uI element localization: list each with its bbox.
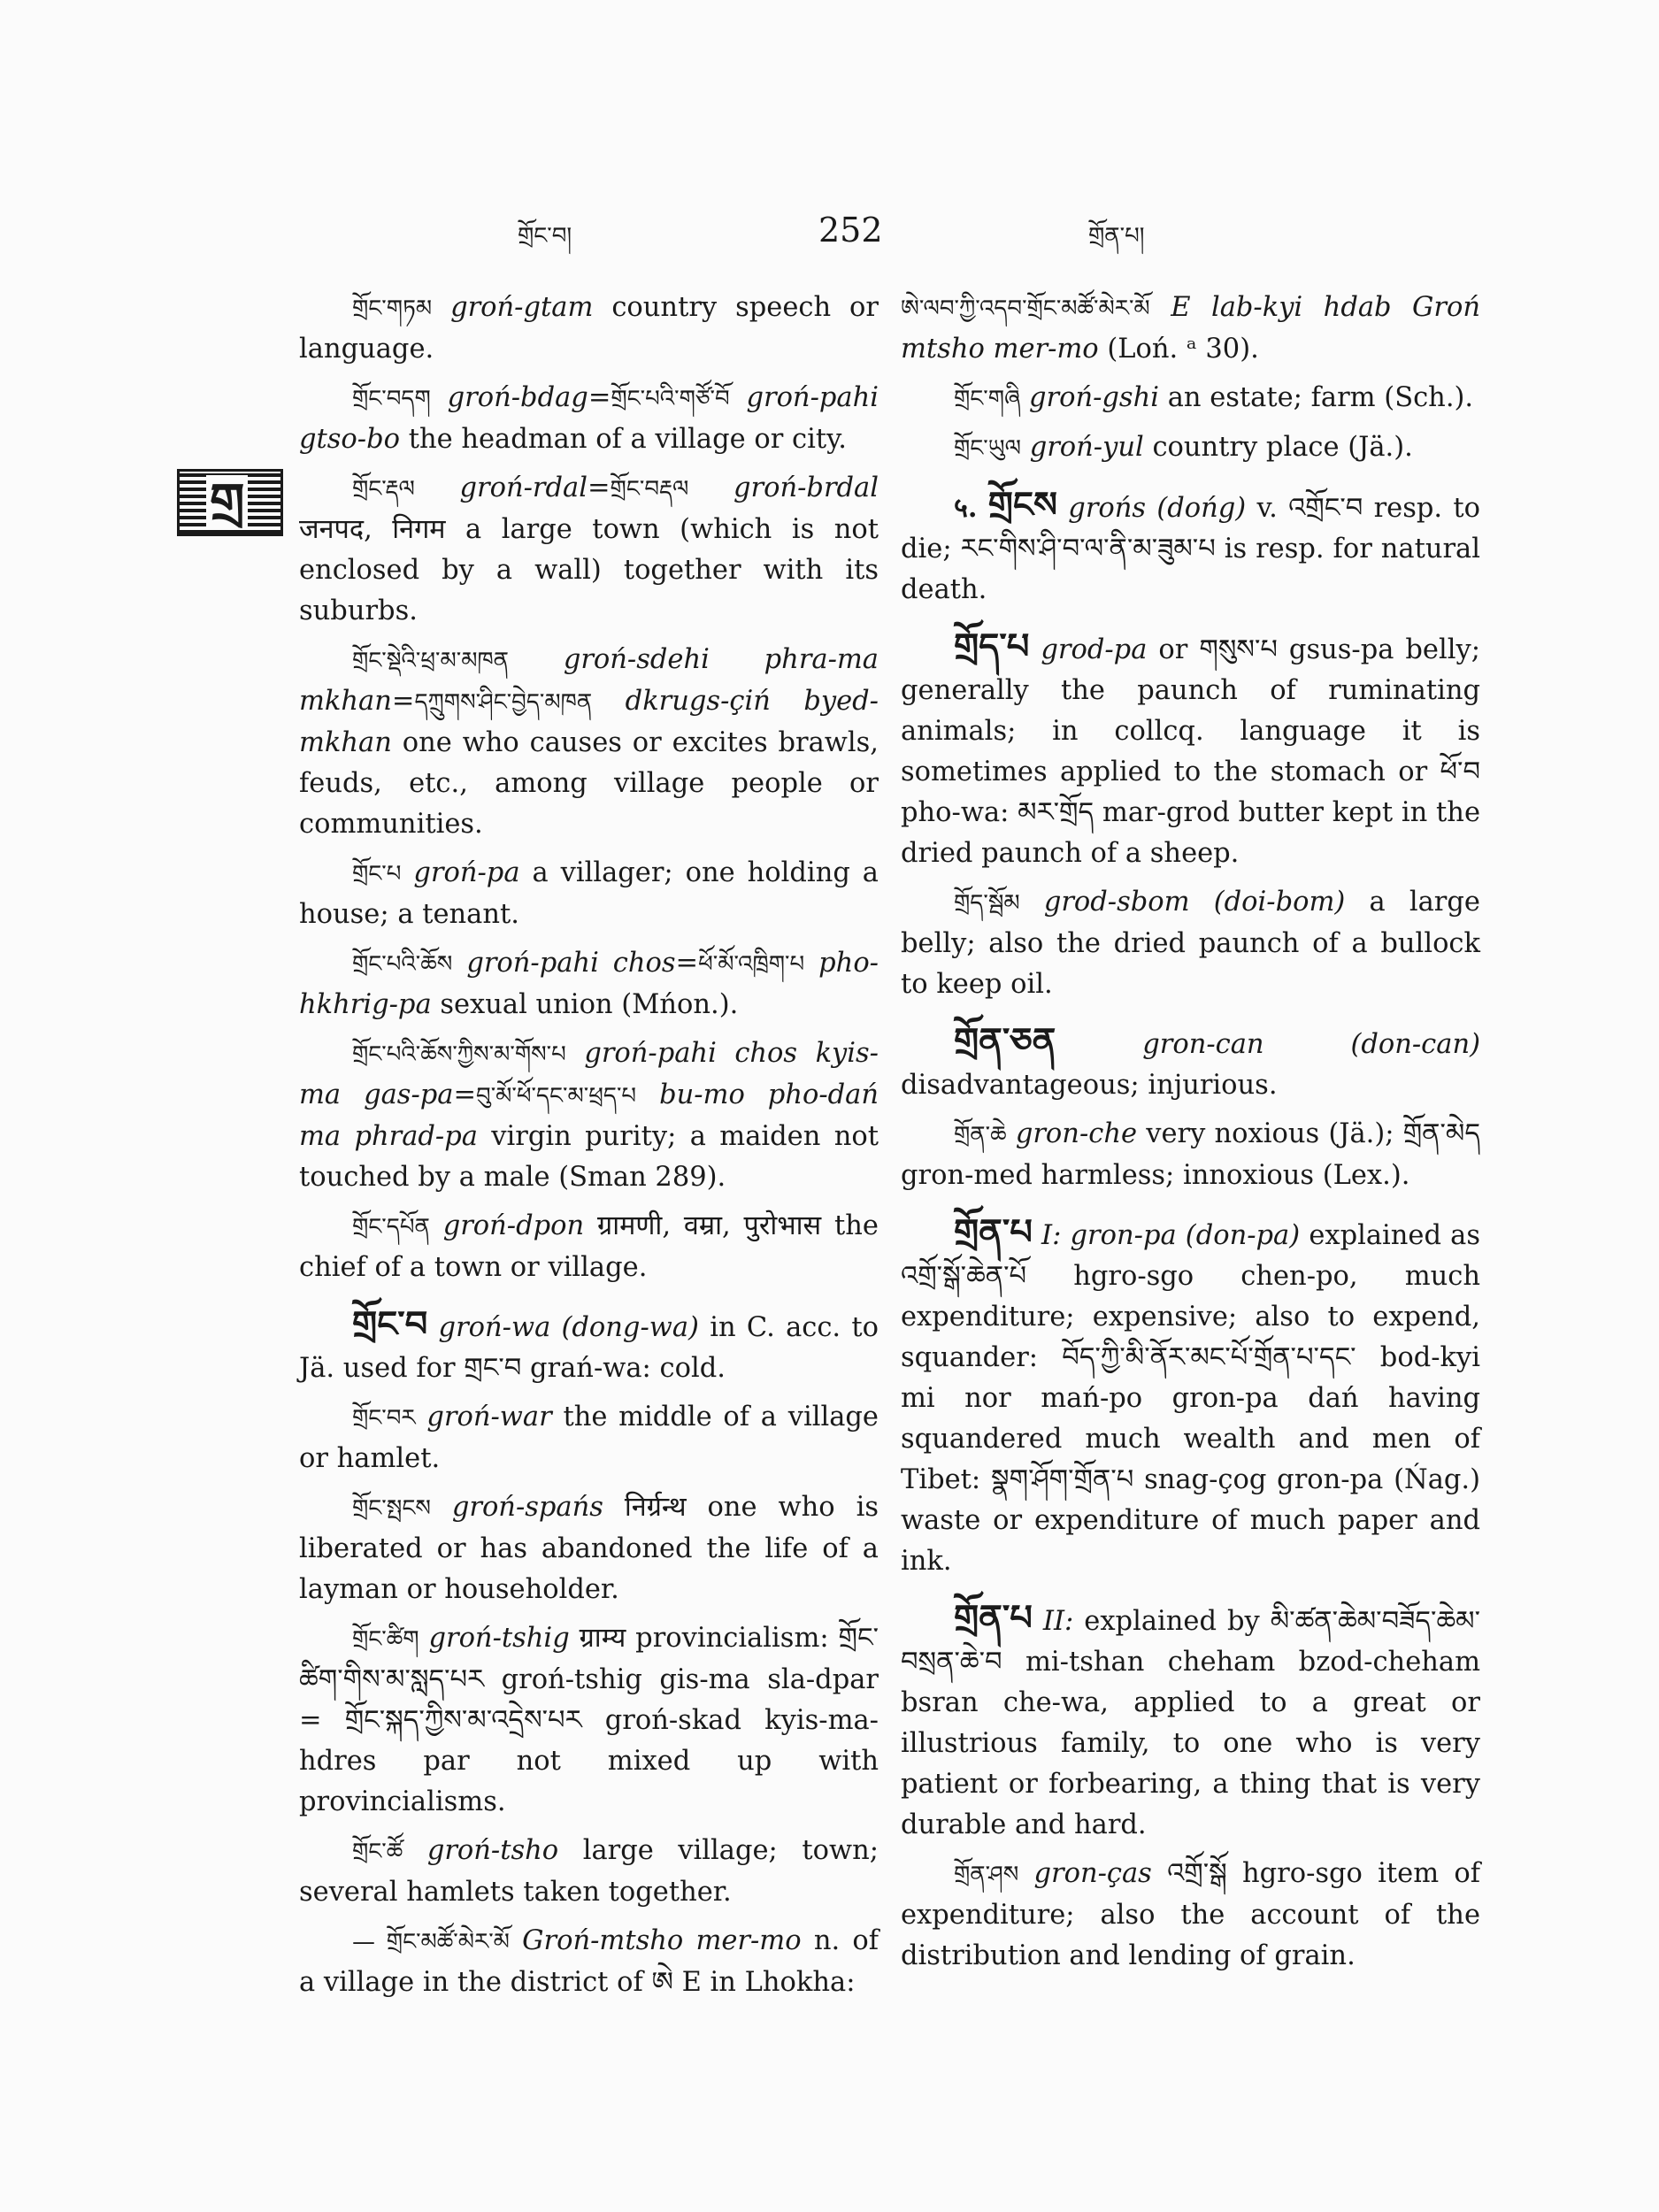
left-running-headword: གྲོང་བ། bbox=[518, 223, 572, 250]
tibetan-headword: གྲོན་པ bbox=[954, 1598, 1033, 1639]
transliteration: grońs (dońg) bbox=[1068, 493, 1247, 524]
dictionary-entry bbox=[299, 1206, 879, 1288]
definition: जनपद, निगम a large town (which is not enclosed by a wall) together with its suburbs. bbox=[299, 514, 879, 626]
tibetan-headword: གྲོངས bbox=[987, 485, 1058, 526]
transliteration: groń-tsho bbox=[426, 1835, 559, 1866]
tibetan-headword: གྲོང་གཏམ bbox=[352, 296, 433, 322]
tibetan-headword: གྲོང་བདག bbox=[352, 386, 431, 412]
transliteration: groń-bdag bbox=[447, 382, 588, 413]
definition: འགྲོ་སྒོ hgro-sgo item of expenditure; also the account of the distribution and lending of grain. bbox=[901, 1858, 1480, 1971]
definition: ग्राम्य provincialism: གྲོང་ཚིག་གིས་མ་སླད་པར groń-tshig gis-ma sla-dpar = གྲོང་སྐད་ཀྱིས་མ་འདྲེས་པར groń-skad kyis-ma-hdres par not mixed up with provincialisms. bbox=[299, 1623, 879, 1817]
right-running-headword: གྲོན་པ། bbox=[1088, 223, 1145, 250]
dictionary-entry bbox=[901, 1021, 1480, 1106]
tibetan-headword: གྲོང་བར bbox=[352, 1405, 416, 1432]
tibetan-headword: གྲོང་བ bbox=[352, 1304, 428, 1345]
definition: country place (Jä.). bbox=[1152, 432, 1413, 463]
transliteration: I: gron-pa (don-pa) bbox=[1041, 1220, 1301, 1251]
right-column bbox=[901, 288, 1480, 1985]
tibetan-headword: གྲོང་རྡལ bbox=[352, 476, 415, 503]
tibetan-equivalent: གྲོང་པའི་གཙོ་བོ bbox=[611, 386, 730, 412]
transliteration: groń-tshig bbox=[428, 1623, 570, 1654]
dictionary-entry bbox=[299, 1921, 879, 2003]
definition: explained as འགྲོ་སྒོ་ཆེན་པོ hgro-sgo chen-po, much expenditure; expensive; also to expend, squander: བོད་ཀྱི་མི་ནོར་མང་པོ་གྲོན་པ་དང་ bod-kyi mi nor mań-po gron-pa dań having squandered much wealth and men of Tibet: སྣག་ཤོག་གྲོན་པ snag-çog gron-pa (Ńag.) waste or expenditure of much paper and ink. bbox=[901, 1220, 1480, 1577]
entry-number: ५. bbox=[954, 492, 978, 524]
definition: n. of a village in the district of ཨེ E in Lhokha: bbox=[299, 1925, 879, 1998]
definition: large village; town; several hamlets taken together. bbox=[299, 1835, 879, 1908]
tibetan-headword: གྲོང་སྡེའི་ཕྲ་མ་མཁན bbox=[352, 648, 510, 674]
transliteration: Groń-mtsho mer-mo bbox=[522, 1925, 802, 1956]
dictionary-entry bbox=[901, 1598, 1480, 1846]
definition: निर्ग्रन्थ one who is liberated or has abandoned the life of a layman or householder. bbox=[299, 1492, 879, 1605]
dictionary-entry: གྲོང་པའི་ཆོས་ཀྱིས་མ་གོས་པ groń-pahi chos kyis-ma gas-pa=བུ་མོ་ཕོ་དང་མ་ཕྲད་པ bu-mo pho-dań ma phrad-pa virgin purity; a maiden not touched by a male (Sman 289). bbox=[299, 1038, 879, 1193]
dictionary-entry bbox=[299, 288, 879, 370]
transliteration: gron-can (don-can) bbox=[1142, 1029, 1480, 1060]
transliteration: groń-pahi chos kyis-ma gas-pa bbox=[299, 1038, 879, 1110]
thumb-tab-letter: གྲ bbox=[206, 475, 248, 530]
dictionary-entry bbox=[901, 882, 1480, 1005]
definition: country speech or language. bbox=[299, 292, 879, 365]
definition: a villager; one holding a house; a tenant. bbox=[299, 857, 879, 930]
transliteration: grod-pa bbox=[1041, 634, 1148, 665]
transliteration: gron-ças bbox=[1033, 1858, 1152, 1889]
tibetan-headword: གྲོན་ཆེ bbox=[954, 1122, 1007, 1148]
definition: the middle of a village or hamlet. bbox=[299, 1402, 879, 1474]
tibetan-headword: གྲོན་ཤས bbox=[954, 1862, 1019, 1888]
tibetan-headword: གྲོང་ཚོ bbox=[352, 1839, 403, 1865]
tibetan-headword: ཨེ་ལབ་ཀྱི་འདབ་གྲོང་མཚོ་མེར་མོ bbox=[901, 296, 1150, 322]
tibetan-headword: གྲོང་པ bbox=[352, 861, 402, 887]
dictionary-entry bbox=[299, 1831, 879, 1913]
transliteration: groń-yul bbox=[1029, 432, 1144, 463]
tibetan-equivalent: བུ་མོ་ཕོ་དང་མ་ཕྲད་པ bbox=[476, 1083, 637, 1110]
tibetan-equivalent: དཀྲུགས་ཤིང་བྱེད་མཁན bbox=[414, 689, 593, 716]
equivalent-transliteration: groń-pahi gtso-bo bbox=[299, 382, 879, 455]
transliteration: grod-sbom (doi-bom) bbox=[1043, 887, 1346, 918]
definition: v. འགྲོང་བ resp. to die; རང་གིས་ཤི་བ་ལ་ནི་མ་ཟུམ་པ is resp. for natural death. bbox=[901, 493, 1480, 605]
tibetan-headword: གྲོང་སྤངས bbox=[352, 1495, 431, 1522]
dictionary-entry: གྲོང་སྡེའི་ཕྲ་མ་མཁན groń-sdehi phra-ma mkhan=དཀྲུགས་ཤིང་བྱེད་མཁན dkrugs-çiń byed-mkhan one who causes or excites brawls, feuds, etc., among village people or communities. bbox=[299, 644, 879, 840]
dictionary-entry bbox=[299, 853, 879, 935]
tibetan-headword: གྲོང་དཔོན bbox=[352, 1214, 430, 1240]
thumb-index-tab bbox=[177, 469, 283, 536]
dictionary-entry bbox=[901, 626, 1480, 874]
tibetan-headword: གྲོང་པའི་ཆོས bbox=[352, 951, 453, 978]
definition: an estate; farm (Sch.). bbox=[1167, 382, 1474, 413]
tibetan-equivalent: ཕོ་མོ་འཁྲིག་པ bbox=[698, 951, 805, 978]
transliteration: groń-pahi chos bbox=[466, 948, 676, 979]
transliteration: groń-spańs bbox=[451, 1492, 603, 1523]
tibetan-headword: — གྲོང་མཚོ་མེར་མོ bbox=[352, 1929, 510, 1955]
dictionary-entry: གྲོང་རྡལ groń-rdal=གྲོང་བརྡལ groń-brdal जनपद, निगम a large town (which is not enclosed by a wall) together with its suburbs. bbox=[299, 472, 879, 626]
tibetan-headword: གྲོང་པའི་ཆོས་ཀྱིས་མ་གོས་པ bbox=[352, 1041, 566, 1068]
dictionary-entry bbox=[299, 1618, 879, 1823]
dictionary-entry bbox=[901, 1854, 1480, 1977]
page-number: 252 bbox=[818, 211, 883, 250]
definition: (Loń. ᵃ 30). bbox=[1107, 334, 1259, 365]
definition: sexual union (Mńon.). bbox=[440, 989, 739, 1020]
transliteration: groń-dpon bbox=[442, 1210, 585, 1241]
definition: virgin purity; a maiden not touched by a male (Sman 289). bbox=[299, 1121, 879, 1193]
definition: very noxious (Jä.); གྲོན་མེད gron-med harmless; innoxious (Lex.). bbox=[901, 1118, 1480, 1191]
equivalent-transliteration: dkrugs-çiń byed-mkhan bbox=[299, 686, 879, 758]
tibetan-headword: གྲོན་པ bbox=[954, 1212, 1033, 1253]
transliteration: groń-sdehi phra-ma mkhan bbox=[299, 644, 879, 717]
definition: in C. acc. to Jä. used for གྲང་བ grań-wa: cold. bbox=[299, 1312, 879, 1384]
equivalent-transliteration: groń-brdal bbox=[733, 472, 879, 503]
dictionary-entry: གྲོང་པའི་ཆོས groń-pahi chos=ཕོ་མོ་འཁྲིག་པ pho-hkhrig-pa sexual union (Mńon.). bbox=[299, 948, 879, 1020]
transliteration: II: bbox=[1042, 1606, 1074, 1637]
dictionary-entry bbox=[901, 427, 1480, 469]
transliteration: groń-gshi bbox=[1028, 382, 1159, 413]
dictionary-entry bbox=[299, 1304, 879, 1389]
definition: the headman of a village or city. bbox=[408, 424, 847, 455]
transliteration: groń-pa bbox=[413, 857, 520, 888]
dictionary-entry bbox=[299, 1487, 879, 1610]
dictionary-entry bbox=[901, 485, 1480, 611]
definition: ग्रामणी, वम्रा, पुरोभास the chief of a town or village. bbox=[299, 1210, 879, 1283]
transliteration: groń-wa (dong-wa) bbox=[438, 1312, 699, 1343]
tibetan-headword: གྲོད་པ bbox=[954, 626, 1030, 667]
transliteration: gron-che bbox=[1015, 1118, 1138, 1149]
dictionary-entry bbox=[901, 378, 1480, 419]
definition: a large belly; also the dried paunch of a bullock to keep oil. bbox=[901, 887, 1480, 1000]
definition: one who causes or excites brawls, feuds, etc., among village people or communities. bbox=[299, 727, 879, 840]
transliteration: groń-rdal bbox=[459, 472, 588, 503]
tibetan-equivalent: གྲོང་བརྡལ bbox=[610, 476, 689, 503]
page-header bbox=[0, 211, 1659, 264]
definition: explained by མི་ཚན་ཆེམ་བཟོད་ཆེམ་བསྲན་ཆེ་བ mi-tshan cheham bzod-cheham bsran che-wa, applied to a great or illustrious family, to one who is very patient or forbearing, a thing that is very durable and hard. bbox=[901, 1606, 1480, 1840]
tibetan-headword: གྲོང་ཚིག bbox=[352, 1626, 419, 1653]
definition: disadvantageous; injurious. bbox=[901, 1070, 1278, 1101]
tibetan-headword: གྲོན་ཅན bbox=[954, 1021, 1056, 1062]
tibetan-headword: གྲོང་གཞི bbox=[954, 386, 1021, 412]
equivalent-transliteration: pho-hkhrig-pa bbox=[299, 948, 879, 1020]
transliteration: E lab-kyi hdab Groń mtsho mer-mo bbox=[901, 292, 1480, 365]
transliteration: groń-war bbox=[426, 1402, 552, 1432]
transliteration: groń-gtam bbox=[450, 292, 594, 323]
tibetan-headword: གྲོང་ཡུལ bbox=[954, 435, 1021, 462]
dictionary-entry bbox=[901, 1212, 1480, 1582]
dictionary-entry bbox=[901, 1114, 1480, 1196]
left-column bbox=[299, 288, 879, 2011]
equivalent-transliteration: bu-mo pho-dań ma phrad-pa bbox=[299, 1079, 879, 1152]
tibetan-headword: གྲོད་སྦོམ bbox=[954, 890, 1020, 917]
dictionary-entry bbox=[901, 288, 1480, 370]
dictionary-entry: གྲོང་བདག groń-bdag=གྲོང་པའི་གཙོ་བོ groń-pahi gtso-bo the headman of a village or city. bbox=[299, 382, 879, 455]
dictionary-entry bbox=[299, 1397, 879, 1479]
definition: or གསུས་པ gsus-pa belly; generally the paunch of ruminating animals; in collcq. language it is sometimes applied to the stomach or ཕོ་བ pho-wa: མར་གྲོད mar-grod butter kept in the dried paunch of a sheep. bbox=[901, 634, 1480, 869]
